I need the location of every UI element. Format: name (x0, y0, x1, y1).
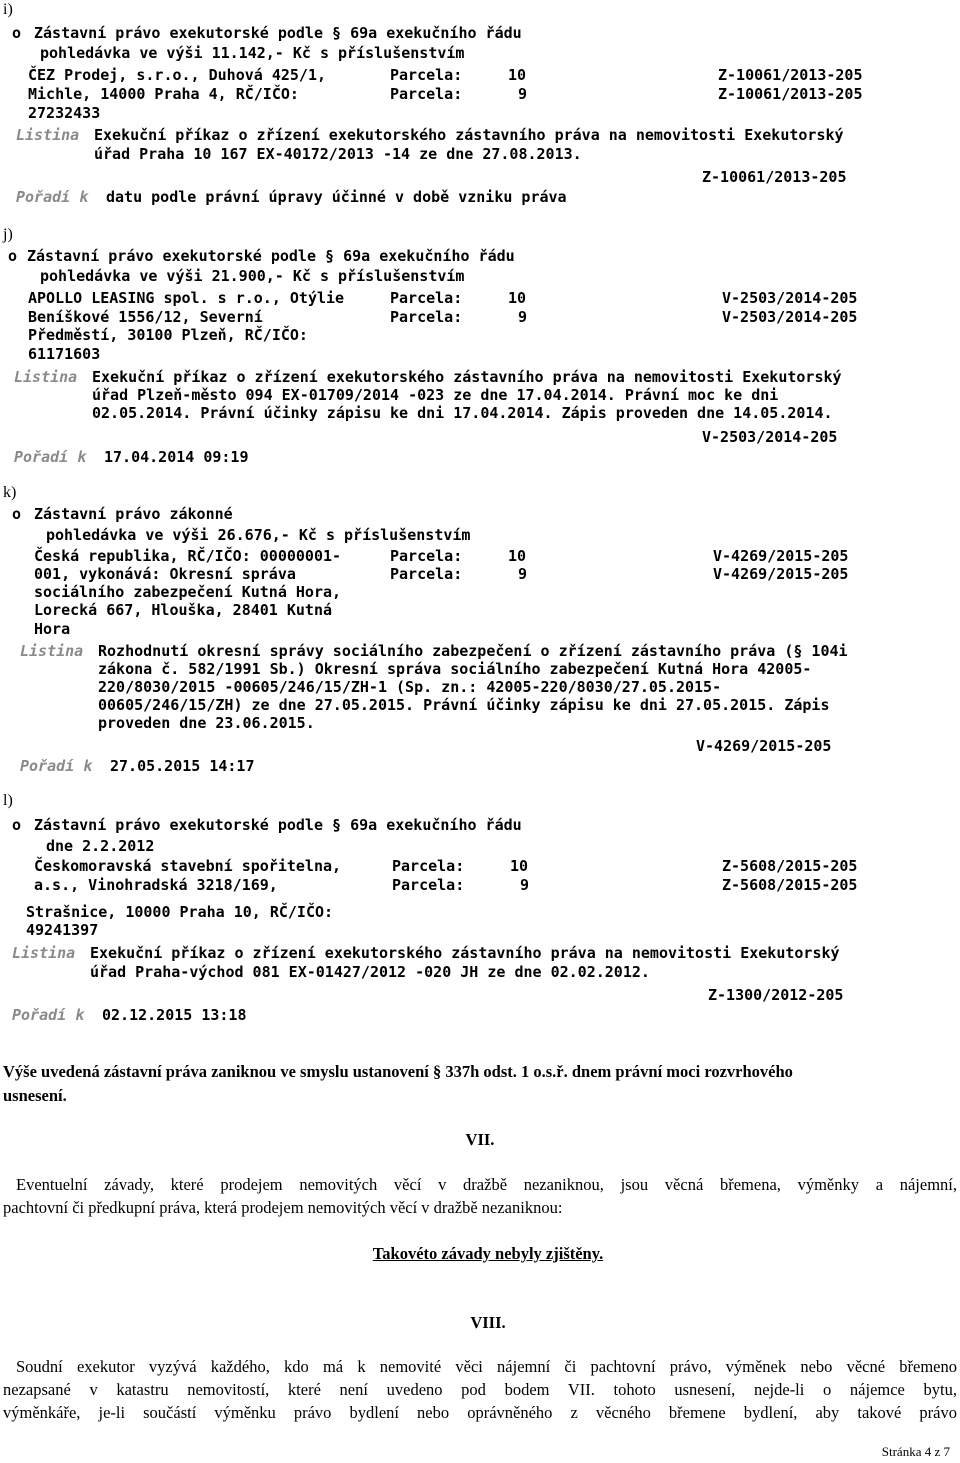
listina-line: úřad Praha 10 167 EX-40172/2013 -14 ze dne 27.08.2013. (94, 145, 582, 163)
listina-ref: Z-10061/2013-205 (702, 168, 847, 186)
poradi-label: Pořadí k (12, 1006, 85, 1024)
parcel-label: Parcela: (390, 565, 463, 583)
entry-letter: k) (3, 484, 17, 501)
section-finding: Takovéto závady nebyly zjištěny. (372, 1244, 604, 1263)
parcel-number: 10 (508, 289, 527, 307)
creditor-line: Beníškové 1556/12, Severní (28, 308, 263, 326)
creditor-line: sociálního zabezpečení Kutná Hora, (34, 583, 342, 601)
parcel-number: 9 (518, 565, 528, 583)
entry-amount: pohledávka ve výši 11.142,- Kč s příslušenstvím (40, 44, 465, 62)
listina-line: Exekuční příkaz o zřízení exekutorského zástavního práva na nemovitosti Exekutorský (92, 368, 842, 386)
section-text: nezapsané v katastru nemovitostí, které není uvedeno pod bodem VII. tohoto usnesení, nejde-li o nájemce bytu, (3, 1380, 957, 1399)
parcel-ref: V-2503/2014-205 (722, 308, 858, 326)
poradi-value: 17.04.2014 09:19 (104, 448, 249, 466)
listina-line: proveden dne 23.06.2015. (98, 714, 315, 732)
creditor-line: Strašnice, 10000 Praha 10, RČ/IČO: (26, 903, 334, 921)
parcel-ref: Z-5608/2015-205 (722, 876, 858, 894)
parcel-number: 10 (508, 547, 527, 565)
parcel-ref: Z-5608/2015-205 (722, 857, 858, 875)
creditor-line: Hora (34, 620, 71, 638)
listina-line: 220/8030/2015 -00605/246/15/ZH-1 (Sp. zn.: 42005-220/8030/27.05.2015- (98, 678, 722, 696)
parcel-label: Parcela: (390, 289, 463, 307)
section-text: Soudní exekutor vyzývá každého, kdo má k nemovité věci nájemní či pachtovní právo, výměnek nebo věcné břemeno (16, 1357, 957, 1376)
entry-title: Zástavní právo exekutorské podle § 69a exekučního řádu (34, 816, 522, 834)
parcel-number: 10 (510, 857, 529, 875)
creditor-line: a.s., Vinohradská 3218/169, (34, 876, 278, 894)
listina-line: Rozhodnutí okresní správy sociálního zabezpečení o zřízení zástavního práva (§ 104i (98, 642, 848, 660)
creditor-line: 001, vykonává: Okresní správa (34, 565, 296, 583)
creditor-line: 27232433 (28, 104, 101, 122)
parcel-number: 9 (518, 308, 528, 326)
bullet-icon: o (12, 505, 22, 523)
parcel-ref: Z-10061/2013-205 (718, 85, 863, 103)
parcel-label: Parcela: (392, 876, 465, 894)
entry-letter: l) (3, 792, 13, 809)
entry-letter: j) (3, 226, 13, 243)
entry-amount: pohledávka ve výši 21.900,- Kč s příslušenstvím (40, 267, 465, 285)
listina-line: Exekuční příkaz o zřízení exekutorského zástavního práva na nemovitosti Exekutorský (90, 944, 840, 962)
section-heading: VII. (465, 1130, 495, 1149)
creditor-line: ČEZ Prodej, s.r.o., Duhová 425/1, (28, 66, 327, 84)
parcel-label: Parcela: (390, 66, 463, 84)
bullet-icon: o (8, 247, 18, 265)
listina-line: zákona č. 582/1991 Sb.) Okresní správa sociálního zabezpečení Kutná Hora 42005- (98, 660, 812, 678)
bullet-icon: o (12, 24, 22, 42)
listina-ref: V-4269/2015-205 (696, 737, 832, 755)
poradi-value: 02.12.2015 13:18 (102, 1006, 247, 1024)
entry-title: Zástavní právo zákonné (34, 505, 233, 523)
poradi-value: datu podle právní úpravy účinné v době vzniku práva (106, 188, 567, 206)
section-text: pachtovní či předkupní práva, která prodejem nemovitých věcí v dražbě nezaniknou: (3, 1198, 563, 1217)
parcel-number: 10 (508, 66, 527, 84)
parcel-label: Parcela: (392, 857, 465, 875)
entry-amount: pohledávka ve výši 26.676,- Kč s příslušenstvím (46, 526, 471, 544)
poradi-label: Pořadí k (14, 448, 87, 466)
creditor-line: Lorecká 667, Hlouška, 28401 Kutná (34, 601, 333, 619)
creditor-line: Českomoravská stavební spořitelna, (34, 857, 342, 875)
entry-title: Zástavní právo exekutorské podle § 69a exekučního řádu (27, 247, 515, 265)
poradi-label: Pořadí k (20, 757, 93, 775)
listina-line: 00605/246/15/ZH) ze dne 27.05.2015. Právní účinky zápisu ke dni 27.05.2015. Zápis (98, 696, 830, 714)
creditor-line: APOLLO LEASING spol. s r.o., Otýlie (28, 289, 345, 307)
summary-line: Výše uvedená zástavní práva zaniknou ve smyslu ustanovení § 337h odst. 1 o.s.ř. dnem právní moci rozvrhového (3, 1062, 793, 1081)
listina-label: Listina (14, 368, 78, 386)
section-text: Eventuelní závady, které prodejem nemovitých věcí v dražbě nezaniknou, jsou věcná břemena, výměnky a nájemní, (16, 1175, 957, 1194)
poradi-label: Pořadí k (16, 188, 89, 206)
listina-line: 02.05.2014. Právní účinky zápisu ke dni 17.04.2014. Zápis proveden dne 14.05.2014. (92, 404, 833, 422)
entry-amount: dne 2.2.2012 (46, 837, 155, 855)
listina-line: Exekuční příkaz o zřízení exekutorského zástavního práva na nemovitosti Exekutorský (94, 126, 844, 144)
parcel-label: Parcela: (390, 547, 463, 565)
parcel-ref: V-4269/2015-205 (713, 547, 849, 565)
listina-label: Listina (16, 126, 80, 144)
creditor-line: 61171603 (28, 345, 101, 363)
creditor-line: 49241397 (26, 921, 99, 939)
creditor-line: Předměstí, 30100 Plzeň, RČ/IČO: (28, 326, 308, 344)
parcel-label: Parcela: (390, 308, 463, 326)
section-heading: VIII. (470, 1313, 506, 1332)
summary-line: usnesení. (3, 1086, 67, 1105)
listina-label: Listina (20, 642, 84, 660)
bullet-icon: o (12, 816, 22, 834)
section-text: výměnkáře, je-li součástí výměnku právo bydlení nebo oprávněného z věcného břemene bydlení, aby takové právo (3, 1403, 957, 1422)
creditor-line: Michle, 14000 Praha 4, RČ/IČO: (28, 85, 299, 103)
creditor-line: Česká republika, RČ/IČO: 00000001- (34, 547, 342, 565)
listina-ref: V-2503/2014-205 (702, 428, 838, 446)
listina-line: úřad Plzeň-město 094 EX-01709/2014 -023 ze dne 17.04.2014. Právní moc ke dni (92, 386, 779, 404)
listina-label: Listina (12, 944, 76, 962)
parcel-number: 9 (518, 85, 528, 103)
entry-title: Zástavní právo exekutorské podle § 69a exekučního řádu (34, 24, 522, 42)
parcel-ref: V-2503/2014-205 (722, 289, 858, 307)
listina-ref: Z-1300/2012-205 (708, 986, 844, 1004)
page-number: Stránka 4 z 7 (881, 1444, 950, 1459)
parcel-ref: Z-10061/2013-205 (718, 66, 863, 84)
entry-letter: i) (3, 1, 13, 18)
parcel-number: 9 (520, 876, 530, 894)
parcel-ref: V-4269/2015-205 (713, 565, 849, 583)
parcel-label: Parcela: (390, 85, 463, 103)
poradi-value: 27.05.2015 14:17 (110, 757, 255, 775)
listina-line: úřad Praha-východ 081 EX-01427/2012 -020 JH ze dne 02.02.2012. (90, 963, 650, 981)
